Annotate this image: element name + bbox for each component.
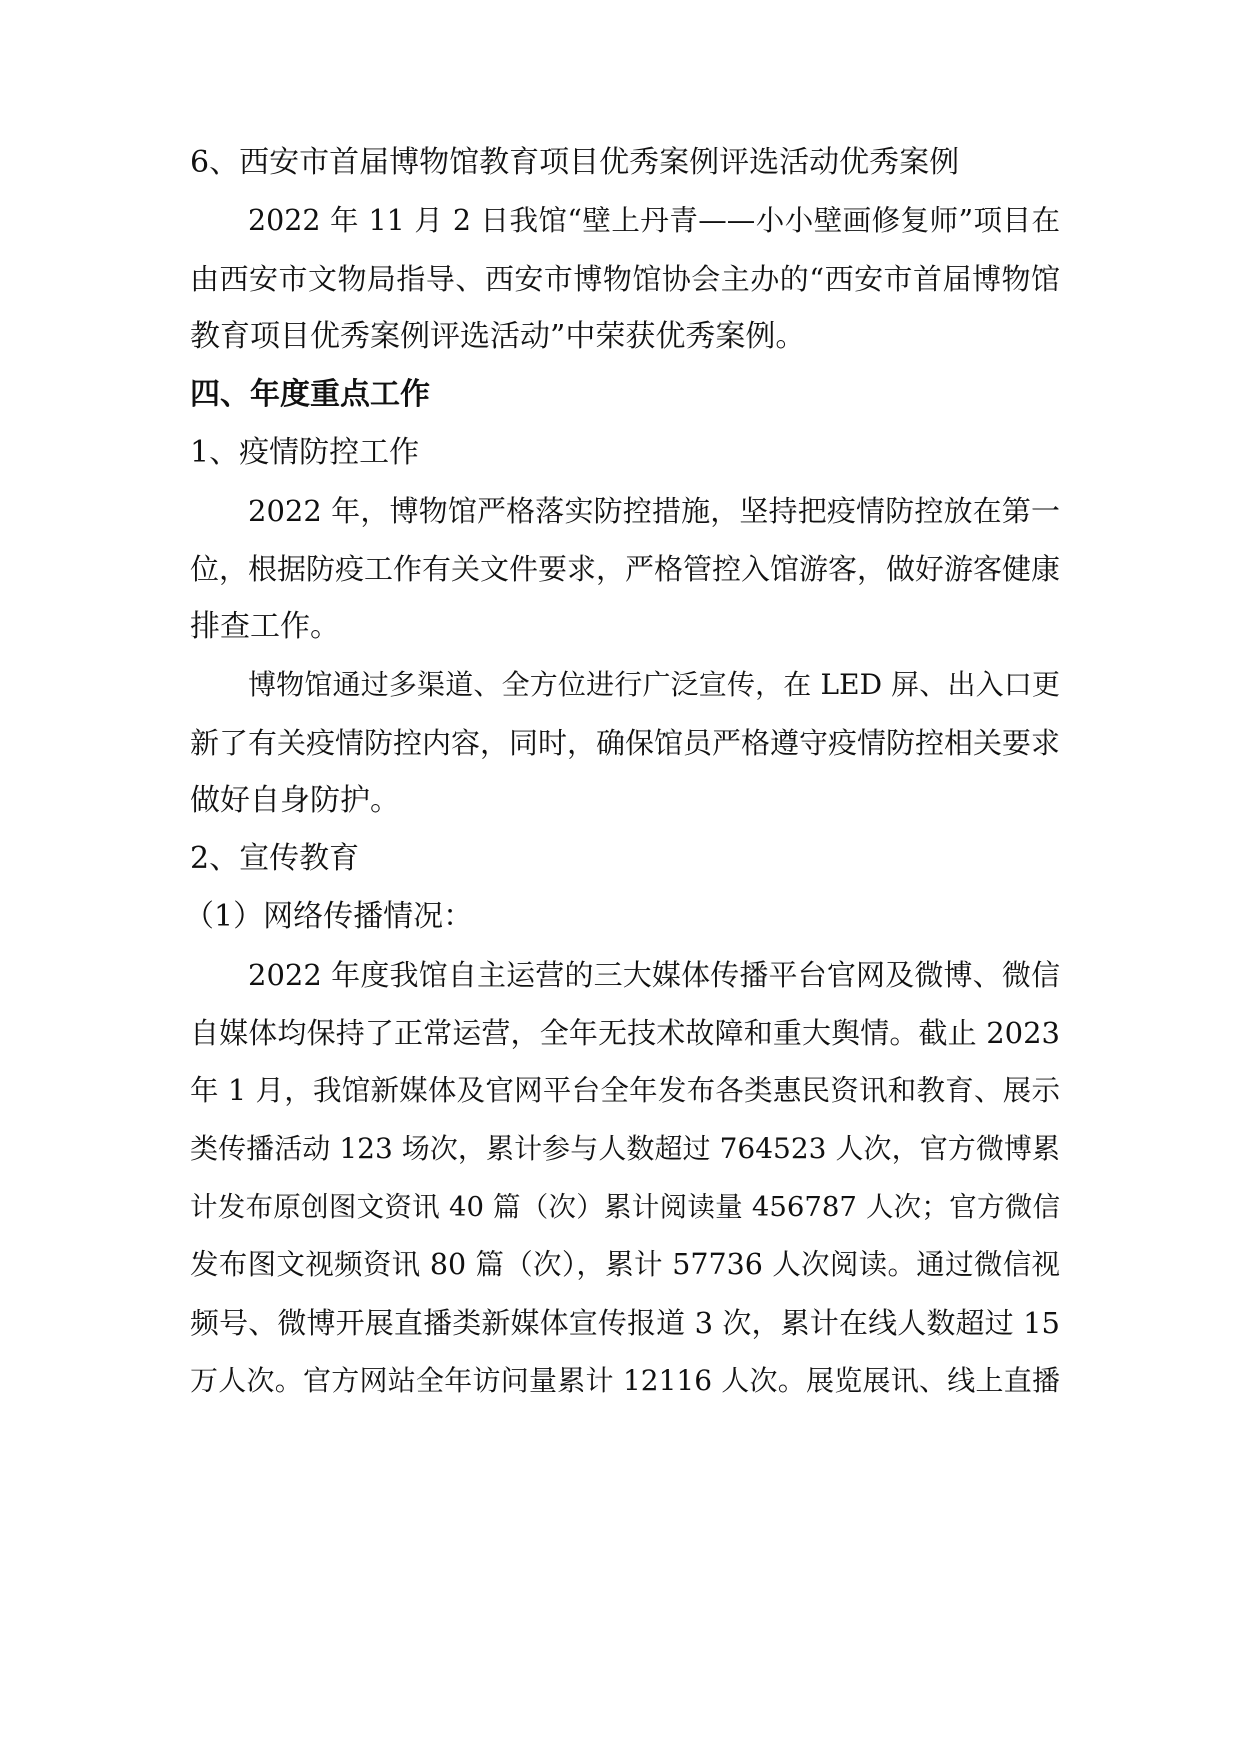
paragraph-line: 万人次。官方网站全年访问量累计 12116 人次。展览展讯、线上直播 [190,1364,1060,1397]
paragraph-line: 2022 年 11 月 2 日我馆“壁上丹青——小小壁画修复师”项目在 [248,204,1060,237]
paragraph-line: 由西安市文物局指导、西安市博物馆协会主办的“西安市首届博物馆 [190,262,1060,296]
paragraph-line: 类传播活动 123 场次，累计参与人数超过 764523 人次，官方微博累 [190,1132,1060,1165]
paragraph-line: 计发布原创图文资讯 40 篇（次）累计阅读量 456787 人次；官方微信 [190,1191,1060,1223]
sub-subsection-heading: （1）网络传播情况： [184,899,474,934]
paragraph-line: 位，根据防疫工作有关文件要求，严格管控入馆游客，做好游客健康 [190,552,1061,586]
paragraph-line: 发布图文视频资讯 80 篇（次），累计 57736 人次阅读。通过微信视 [190,1248,1060,1281]
paragraph-line: 频号、微博开展直播类新媒体宣传报道 3 次，累计在线人数超过 15 [190,1306,1060,1340]
paragraph-line: 教育项目优秀案例评选活动”中荣获优秀案例。 [190,319,806,354]
paragraph-line: 年 1 月，我馆新媒体及官网平台全年发布各类惠民资讯和教育、展示 [190,1074,1060,1107]
paragraph-line: 新了有关疫情防控内容，同时，确保馆员严格遵守疫情防控相关要求 [190,726,1061,760]
case-heading: 6、西安市首届博物馆教育项目优秀案例评选活动优秀案例 [190,145,960,180]
paragraph-line: 做好自身防护。 [190,783,400,818]
section-heading: 四、年度重点工作 [190,377,430,412]
paragraph-line: 博物馆通过多渠道、全方位进行广泛宣传，在 LED 屏、出入口更 [248,668,1060,701]
paragraph-line: 排查工作。 [190,609,340,644]
paragraph-line: 2022 年，博物馆严格落实防控措施，坚持把疫情防控放在第一 [248,494,1060,528]
paragraph-line: 自媒体均保持了正常运营，全年无技术故障和重大舆情。截止 2023 [190,1016,1060,1050]
subsection-heading: 1、疫情防控工作 [190,435,420,470]
paragraph-line: 2022 年度我馆自主运营的三大媒体传播平台官网及微博、微信 [248,958,1060,992]
subsection-heading: 2、宣传教育 [190,841,360,876]
